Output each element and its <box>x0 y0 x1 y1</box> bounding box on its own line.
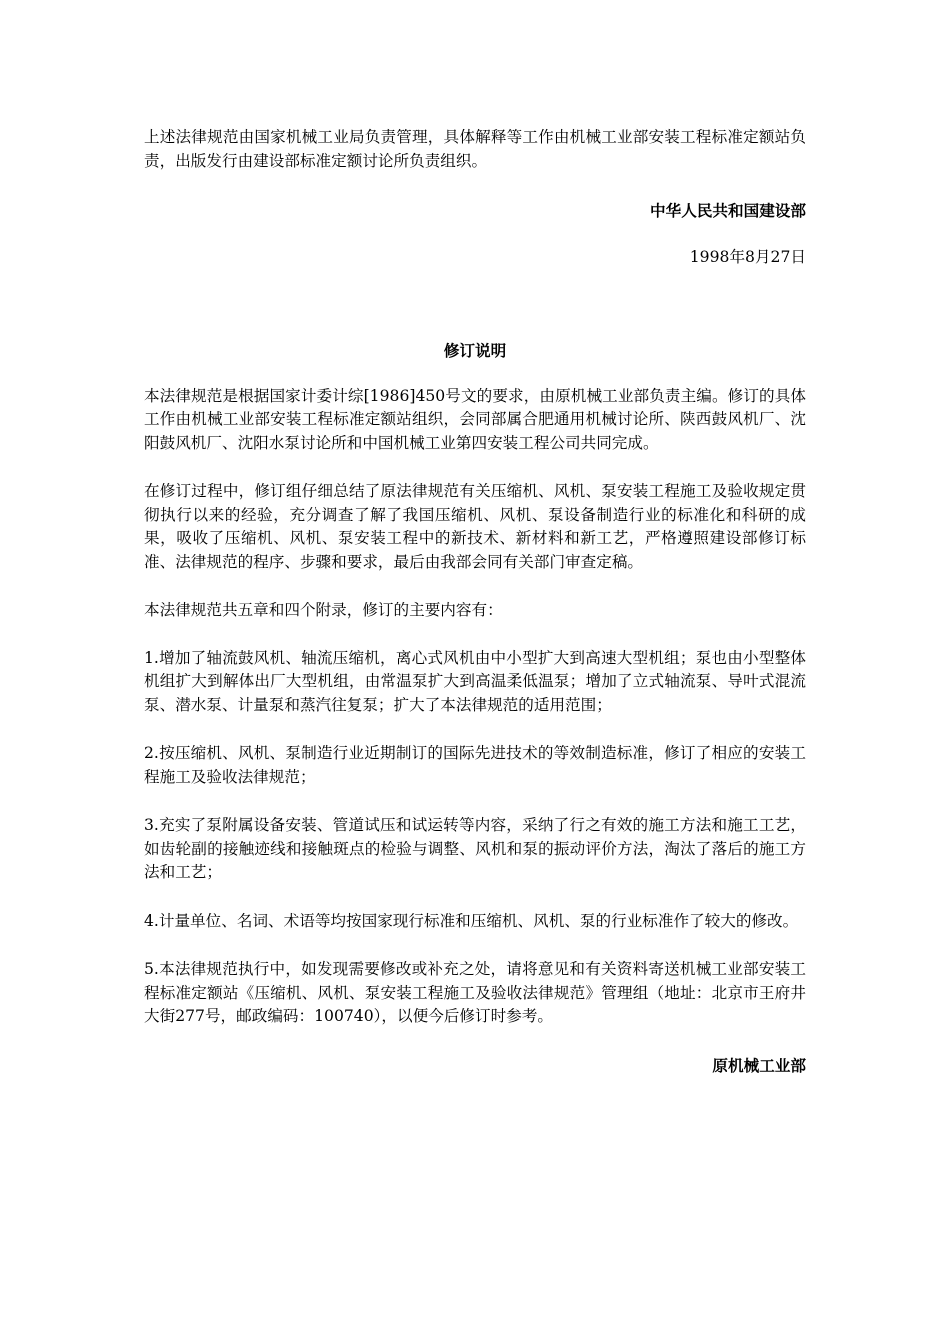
revision-item-2: 2.按压缩机、风机、泵制造行业近期制订的国际先进技术的等效制造标准，修订了相应的安装工程施工及验收法律规范； <box>144 744 806 786</box>
section-title: 修订说明 <box>443 341 507 360</box>
revision-item-4: 4.计量单位、名词、术语等均按国家现行标准和压缩机、风机、泵的行业标准作了较大的修改。 <box>144 911 799 930</box>
revision-item-5: 5.本法律规范执行中，如发现需要修改或补充之处，请将意见和有关资料寄送机械工业部安装工程标准定额站《压缩机、风机、泵安装工程施工及验收法律规范》管理组（地址：北京市王府井大街277号，邮政编码：100740），以便今后修订时参考。 <box>144 960 806 1025</box>
intro-paragraph: 上述法律规范由国家机械工业局负责管理，具体解释等工作由机械工业部安装工程标准定额站负责，出版发行由建设部标准定额讨论所负责组织。 <box>144 128 806 170</box>
issuer-signature: 中华人民共和国建设部 <box>650 201 806 220</box>
revision-item-3: 3.充实了泵附属设备安装、管道试压和试运转等内容，采纳了行之有效的施工方法和施工工艺，如齿轮副的接触迹线和接触斑点的检验与调整、风机和泵的振动评价方法，淘汰了落后的施工方法和工艺； <box>144 816 806 881</box>
revision-paragraph-2: 在修订过程中，修订组仔细总结了原法律规范有关压缩机、风机、泵安装工程施工及验收规定贯彻执行以来的经验，充分调查了解了我国压缩机、风机、泵设备制造行业的标准化和科研的成果，吸收了压缩机、风机、泵安装工程中的新技术、新材料和新工艺，严格遵照建设部修订标准、法律规范的程序、步骤和要求，最后由我部会同有关部门审查定稿。 <box>144 482 806 571</box>
revision-signature: 原机械工业部 <box>712 1055 806 1075</box>
revision-item-1: 1.增加了轴流鼓风机、轴流压缩机，离心式风机由中小型扩大到高速大型机组；泵也由小型整体机组扩大到解体出厂大型机组，由常温泵扩大到高温柔低温泵；增加了立式轴流泵、导叶式混流泵、潜水泵、计量泵和蒸汽往复泵；扩大了本法律规范的适用范围； <box>144 648 806 714</box>
document-page <box>144 126 806 1077</box>
revision-paragraph-3: 本法律规范共五章和四个附录，修订的主要内容有： <box>144 601 503 619</box>
revision-paragraph-1: 本法律规范是根据国家计委计综[1986]450号文的要求，由原机械工业部负责主编。修订的具体工作由机械工业部安装工程标准定额站组织，会同部属合肥通用机械讨论所、陕西鼓风机厂、沈阳鼓风机厂、沈阳水泵讨论所和中国机械工业第四安装工程公司共同完成。 <box>144 386 806 452</box>
issue-date: 1998年8月27日 <box>689 247 806 266</box>
